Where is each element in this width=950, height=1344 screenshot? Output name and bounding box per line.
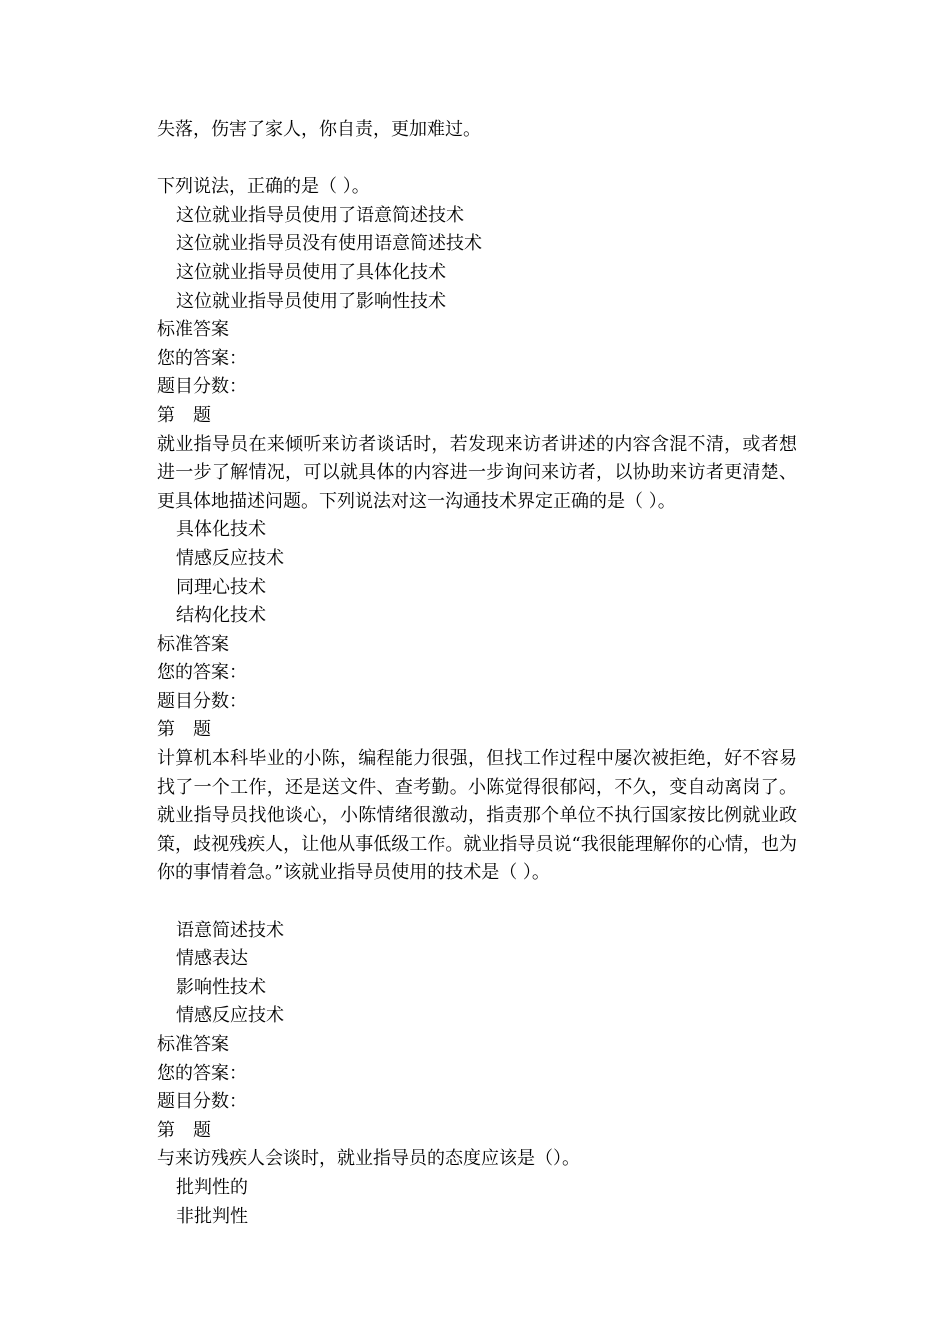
option-a[interactable]: 批判性的 (176, 1176, 248, 1198)
option-a[interactable]: 这位就业指导员使用了语意简述技术 (176, 204, 464, 226)
question-stem: 计算机本科毕业的小陈，编程能力很强，但找工作过程中屡次被拒绝，好不容易找了一个工作，还是送文件、查考勤。小陈觉得很郁闷，不久，变自动离岗了。就业指导员找他谈心，小陈情绪很激动，指责那个单位不执行国家按比例就业政策，歧视残疾人，让他从事低级工作。就业指导员说“我很能理解你的心情，也为你的事情着急。”该就业指导员使用的技术是（ ）。 (157, 748, 797, 884)
your-answer-label: 您的答案： (157, 662, 247, 684)
option-d[interactable]: 情感反应技术 (176, 1005, 284, 1027)
standard-answer-label: 标准答案 (157, 319, 229, 341)
option-b[interactable]: 情感反应技术 (176, 547, 284, 569)
question-number-label: 第 题 (157, 1119, 211, 1141)
option-c[interactable]: 影响性技术 (176, 976, 266, 998)
score-label: 题目分数： (157, 1091, 247, 1113)
question-stem: 与来访残疾人会谈时，就业指导员的态度应该是（）。 (157, 1148, 580, 1170)
option-a[interactable]: 语意简述技术 (176, 919, 284, 941)
your-answer-label: 您的答案： (157, 347, 247, 369)
your-answer-label: 您的答案： (157, 1062, 247, 1084)
option-b[interactable]: 非批判性 (176, 1205, 248, 1227)
spacer (157, 888, 797, 917)
option-a[interactable]: 具体化技术 (176, 519, 266, 541)
standard-answer-label: 标准答案 (157, 633, 229, 655)
option-d[interactable]: 结构化技术 (176, 605, 266, 627)
intro-tail-text: 失落，伤害了家人，你自责，更加难过。 (157, 119, 481, 140)
option-b[interactable]: 这位就业指导员没有使用语意简述技术 (176, 233, 482, 255)
question-block-3 (157, 716, 797, 1116)
question-number-label: 第 题 (157, 719, 211, 741)
question-block-4 (157, 1117, 797, 1231)
document-page (157, 116, 797, 1231)
question-stem: 就业指导员在来倾听来访者谈话时，若发现来访者讲述的内容含混不清，或者想进一步了解情况，可以就具体的内容进一步询问来访者，以协助来访者更清楚、更具体地描述问题。下列说法对这一沟通技术界定正确的是（ ）。 (157, 433, 797, 512)
question-block-1 (157, 173, 797, 402)
option-c[interactable]: 同理心技术 (176, 576, 266, 598)
question-stem: 下列说法，正确的是（ ）。 (157, 176, 370, 198)
option-b[interactable]: 情感表达 (176, 948, 248, 970)
spacer (157, 145, 797, 174)
question-number-label: 第 题 (157, 404, 211, 426)
option-c[interactable]: 这位就业指导员使用了具体化技术 (176, 261, 446, 283)
question-block-2 (157, 402, 797, 717)
standard-answer-label: 标准答案 (157, 1034, 229, 1055)
score-label: 题目分数： (157, 690, 247, 712)
option-d[interactable]: 这位就业指导员使用了影响性技术 (176, 290, 446, 312)
score-label: 题目分数： (157, 376, 247, 398)
